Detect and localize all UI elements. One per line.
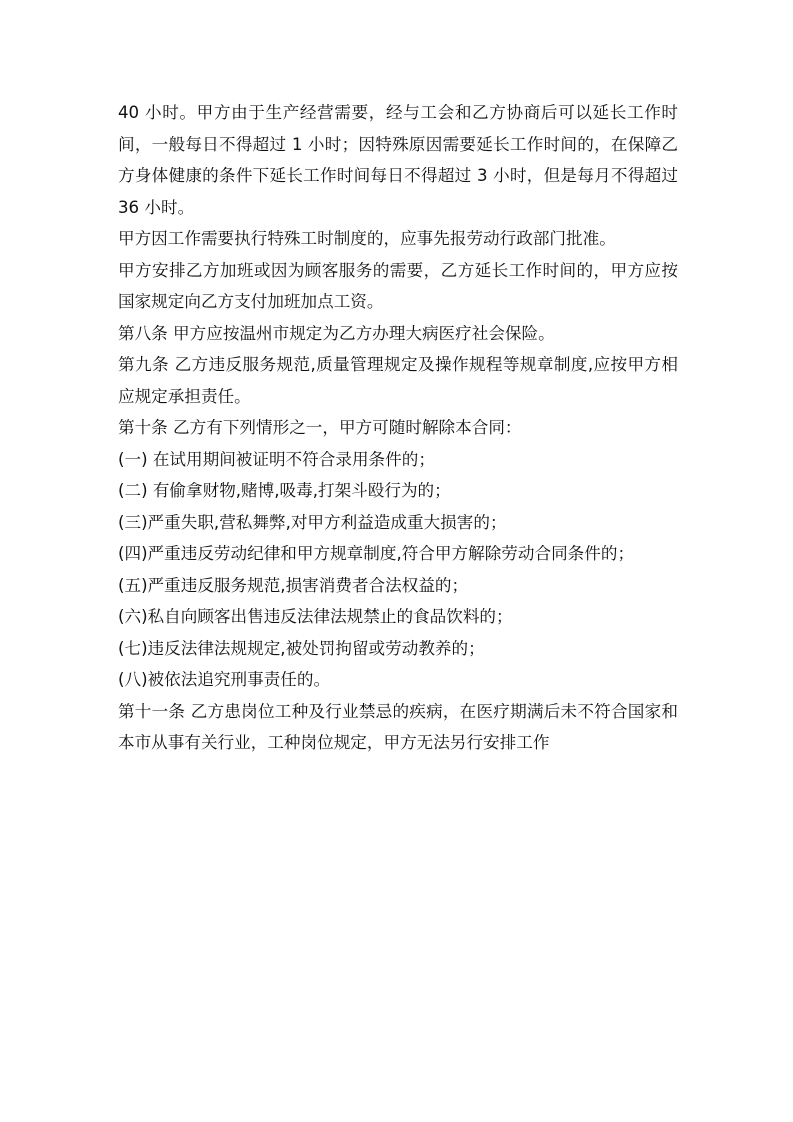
paragraph-special-hours: 甲方因工作需要执行特殊工时制度的，应事先报劳动行政部门批准。	[118, 229, 616, 248]
clause-10-item-5: (五)严重违反服务规范,损害消费者合法权益的；	[118, 575, 469, 595]
clause-10-item-6: (六)私自向顾客出售违反法律法规禁止的食品饮料的；	[118, 607, 513, 626]
paragraph-overtime-pay: 甲方安排乙方加班或因为顾客服务的需要，乙方延长工作时间的，甲方应按国家规定向乙方支付加班加点工资。	[118, 260, 678, 311]
clause-11: 第十一条 乙方患岗位工种及行业禁忌的疾病，在医疗期满后未不符合国家和本市从事有关行业，工种岗位规定，甲方无法另行安排工作	[118, 701, 678, 752]
document-body	[118, 97, 678, 759]
clause-9: 第九条 乙方违反服务规范,质量管理规定及操作规程等规章制度,应按甲方相应规定承担责任。	[118, 355, 678, 406]
clause-10-item-8: (八)被依法追究刑事责任的。	[118, 670, 331, 689]
clause-10: 第十条 乙方有下列情形之一，甲方可随时解除本合同：	[118, 418, 522, 437]
clause-8: 第八条 甲方应按温州市规定为乙方办理大病医疗社会保险。	[118, 323, 555, 343]
clause-10-item-3: (三)严重失职,营私舞弊,对甲方利益造成重大损害的；	[118, 512, 507, 532]
clause-10-item-4: (四)严重违反劳动纪律和甲方规章制度,符合甲方解除劳动合同条件的；	[118, 544, 635, 563]
clause-10-item-2: (二) 有偷拿财物,赌博,吸毒,打架斗殴行为的；	[118, 481, 451, 500]
paragraph-working-hours-extension: 40 小时。甲方由于生产经营需要，经与工会和乙方协商后可以延长工作时间，一般每日不得超过 1 小时；因特殊原因需要延长工作时间的，在保障乙方身体健康的条件下延长工作时间每日不得超过 3 小时，但是每月不得超过 36 小时。	[118, 103, 678, 217]
clause-10-item-1: (一) 在试用期间被证明不符合录用条件的；	[118, 449, 435, 469]
clause-10-item-7: (七)违反法律法规规定,被处罚拘留或劳动教养的；	[118, 638, 485, 658]
